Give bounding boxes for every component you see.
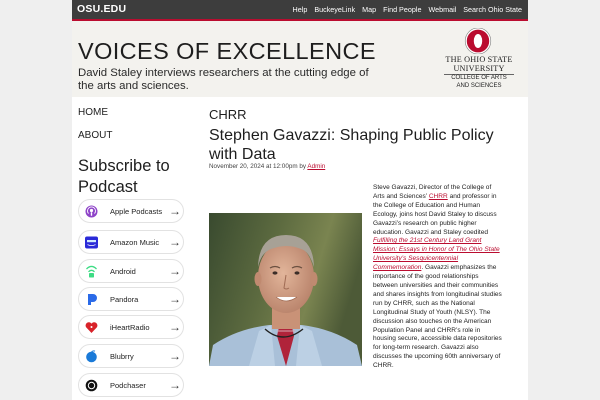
post-category[interactable]: CHRR xyxy=(209,107,247,122)
college-logo[interactable] xyxy=(430,28,526,94)
osu-links xyxy=(293,5,522,14)
pandora-icon xyxy=(85,293,98,306)
arrow-right-icon: → xyxy=(169,264,181,278)
android-icon xyxy=(85,265,98,278)
podcast-label: iHeartRadio xyxy=(110,323,150,332)
buckeyelink-link[interactable]: BuckeyeLink xyxy=(314,5,356,14)
podcast-podchaser[interactable] xyxy=(78,373,184,397)
podcast-label: Amazon Music xyxy=(110,238,160,247)
post-title: Stephen Gavazzi: Shaping Public Policy with Data xyxy=(209,127,494,163)
body-text-3: . Gavazzi emphasizes the importance of the good relationships between universities and their communities and shares insights from longitudinal studies run by CHRR, such as the National Longitudinal Study of Youth (NLSY). The discussion also touches on the American Population Panel and CHRR’s role in housing secure, accessible data repositories for long-term research. Gavazzi also discusses the upcoming 60th anniversary of CHRR. xyxy=(373,264,502,370)
map-link[interactable]: Map xyxy=(362,5,377,14)
nav-about[interactable]: ABOUT xyxy=(78,130,113,141)
page-margin-left xyxy=(0,0,72,400)
amazon-music-icon xyxy=(85,236,98,249)
osu-logo-link[interactable]: OSU.EDU xyxy=(77,3,127,15)
body-text-1: Steve Gavazzi, Director of the College of Arts and Sciences’ xyxy=(373,184,492,200)
brand-line-1: THE OHIO STATE xyxy=(445,55,513,64)
podcast-blubrry[interactable] xyxy=(78,344,184,368)
site-title[interactable]: VOICES OF EXCELLENCE xyxy=(78,38,376,64)
blubrry-icon xyxy=(85,350,98,363)
arrow-right-icon: → xyxy=(169,320,181,334)
page-margin-right xyxy=(528,0,600,400)
subscribe-heading: Subscribe to Podcast xyxy=(78,157,170,196)
iheartradio-icon xyxy=(85,321,98,334)
podcast-label: Apple Podcasts xyxy=(110,207,163,216)
podcast-label: Blubrry xyxy=(110,352,134,361)
site-header xyxy=(72,21,528,97)
post-by: by xyxy=(299,163,306,170)
body-text-2: and professor in the College of Education and Human Ecology, joins host David Staley to discuss Gavazzi’s research on public higher education. Gavazzi and Staley coedited xyxy=(373,192,497,236)
post-date: November 20, 2024 at 12:00pm xyxy=(209,163,298,170)
podcast-android[interactable] xyxy=(78,259,184,283)
post-author-link[interactable]: Admin xyxy=(307,163,326,170)
search-ohio-state-link[interactable]: Search Ohio State xyxy=(463,5,522,14)
book-link[interactable]: Fulfilling the 21st Century Land Grant Mission: Essays in Honor of The Ohio State University’s Sesquicentennial Commemoration xyxy=(373,237,500,272)
arrow-right-icon: → xyxy=(169,204,181,218)
nav-home[interactable]: HOME xyxy=(78,107,108,118)
podcast-iheartradio[interactable] xyxy=(78,315,184,339)
brand-line-3: COLLEGE OF ARTS xyxy=(451,75,507,81)
apple-podcasts-icon xyxy=(85,205,98,218)
podcast-apple-podcasts[interactable] xyxy=(78,199,184,223)
block-o-icon xyxy=(460,28,496,54)
find-people-link[interactable]: Find People xyxy=(383,5,422,14)
guest-photo xyxy=(209,213,362,366)
arrow-right-icon: → xyxy=(169,235,181,249)
post-meta xyxy=(209,163,325,170)
site-tagline: David Staley interviews researchers at the cutting edge of the arts and sciences. xyxy=(78,67,369,92)
osu-navbar xyxy=(72,0,528,19)
post-body xyxy=(373,184,504,371)
brand-line-4: AND SCIENCES xyxy=(456,83,502,89)
podcast-label: Podchaser xyxy=(110,381,146,390)
help-link[interactable]: Help xyxy=(292,5,308,14)
chrr-link[interactable]: CHRR xyxy=(428,192,448,200)
podchaser-icon xyxy=(85,379,98,392)
podcast-pandora[interactable] xyxy=(78,287,184,311)
portrait-image xyxy=(209,213,362,366)
webmail-link[interactable]: Webmail xyxy=(428,5,457,14)
brand-line-2: UNIVERSITY xyxy=(453,64,505,73)
podcast-label: Android xyxy=(110,267,136,276)
arrow-right-icon: → xyxy=(169,349,181,363)
podcast-amazon-music[interactable] xyxy=(78,230,184,254)
arrow-right-icon: → xyxy=(169,378,181,392)
arrow-right-icon: → xyxy=(169,292,181,306)
podcast-label: Pandora xyxy=(110,295,139,304)
